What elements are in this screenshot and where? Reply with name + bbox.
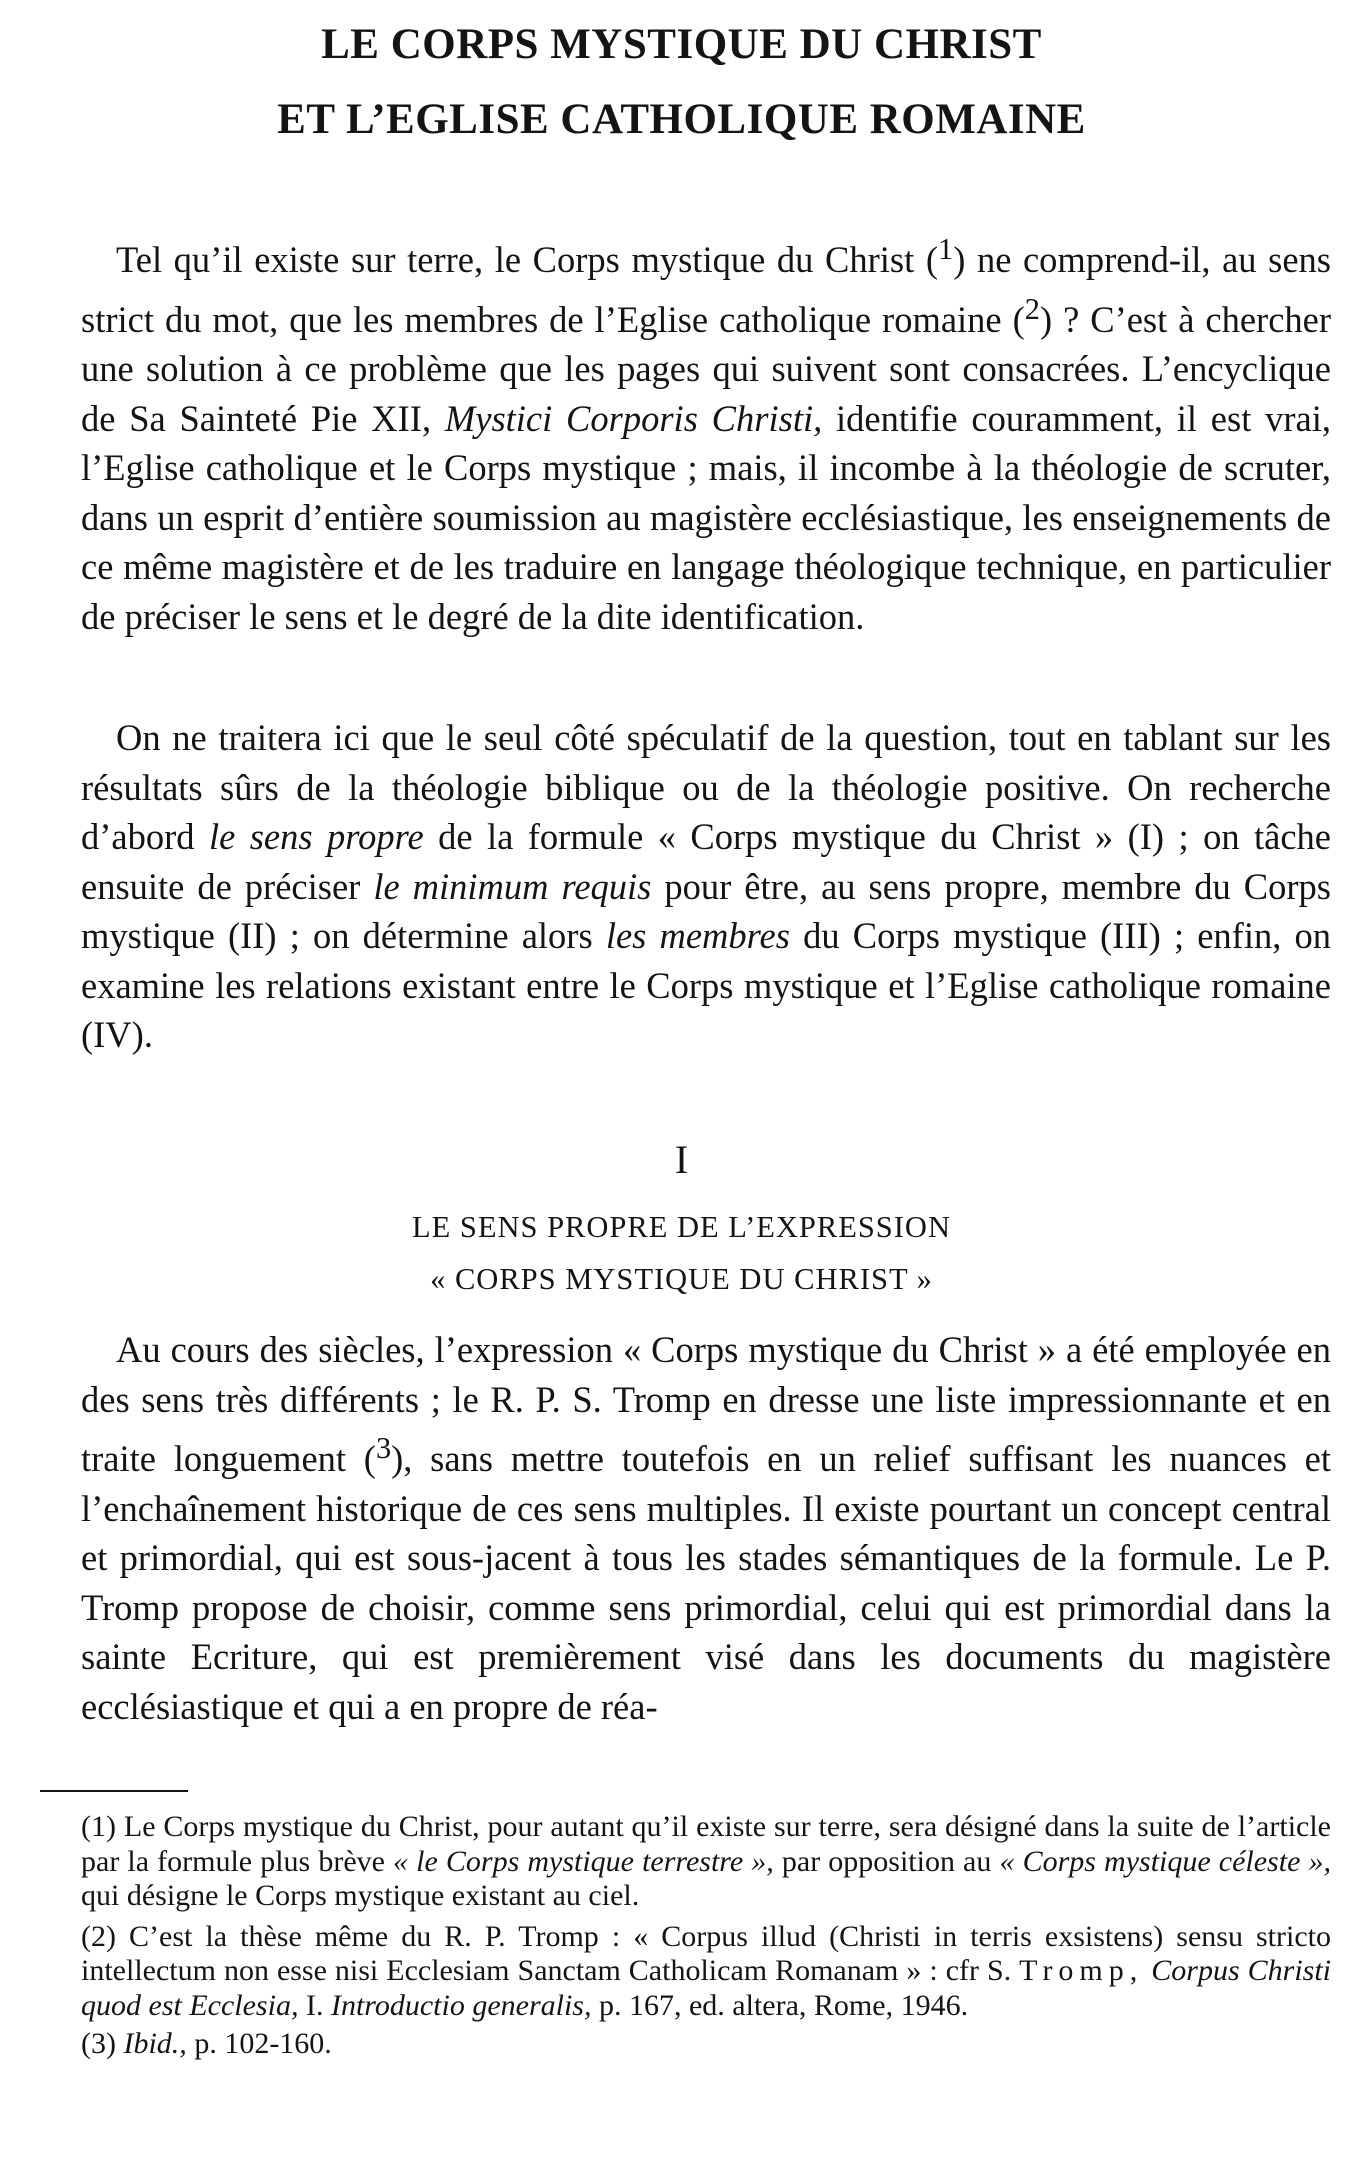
section-number: I — [674, 1137, 689, 1182]
footnote-ref-1: 1 — [937, 232, 954, 266]
footnote-ref-3: 3 — [375, 1431, 392, 1465]
article-title-line-2: ET L’EGLISE CATHOLIQUE ROMAINE — [277, 96, 1086, 143]
section-title-line-2: « CORPS MYSTIQUE DU CHRIST » — [430, 1262, 933, 1296]
footnote-1: (1) Le Corps mystique du Christ, pour autant qu’il existe sur terre, sera désigné dans la suite de l’article par la formule plus brève « le Corps mystique terrestre », par opposition au « Corps mystique céleste », qui désigne le Corps mystique existant au ciel. — [81, 1810, 1331, 1912]
article-title-line-1: LE CORPS MYSTIQUE DU CHRIST — [321, 21, 1042, 68]
section-title-line-1: LE SENS PROPRE DE L’EXPRESSION — [412, 1210, 951, 1244]
footnote-ref-2: 2 — [1024, 291, 1040, 326]
section-paragraph-1: Au cours des siècles, l’expression « Corps mystique du Christ » a été employée en des sens très différents ; le R. P. S. Tromp en dresse une liste impressionnante et en traite longuement ($^3$), sans mettre toutefois en un relief suffisant les nuances et l’enchaînement historique de ces sens multiples. Il existe pourtant un concept central et primordial, qui est sous-jacent à tous les stades sémantiques de la formule. Le P. Tromp propose de choisir, comme sens primordial, celui qui est primordial dans la sainte Ecriture, qui est premièrement visé dans les documents du magistère ecclésiastique et qui a en propre de réa- — [81, 1329, 1331, 1727]
footnote-3: (3) Ibid., p. 102-160. — [81, 2027, 332, 2060]
footnotes — [81, 1810, 1331, 2062]
intro-paragraph-1: Tel qu’il existe sur terre, le Corps mystique du Christ ($^1$) ne comprend-il, au sens strict du mot, que les membres de l’Eglise catholique romaine ($^2$) ? C’est à chercher une solution à ce problème que les pages qui suivent sont consacrées. L’encyclique de Sa Sainteté Pie XII, Mystici Corporis Christi, identifie couramment, il est vrai, l’Eglise catholique et le Corps mystique ; mais, il incombe à la théologie de scruter, dans un esprit d’entière soumission au magistère ecclésiastique, les enseignements de ce même magistère et de les traduire en langage théologique technique, en particulier de préciser le sens et le degré de la dite identification. — [81, 232, 1331, 637]
footnote-2: (2) C’est la thèse même du R. P. Tromp : « Corpus illud (Christi in terris exsistens) sensu stricto intellectum non esse nisi Ecclesiam Sanctam Catholicam Romanam » : cfr S. Tromp, Corpus Christi quod est Ecclesia, I. Introductio generalis, p. 167, ed. altera, Rome, 1946. — [81, 1919, 1331, 2022]
encyclical-title: Mystici Corporis Christi, — [444, 397, 823, 439]
intro-paragraph-2: On ne traitera ici que le seul côté spéculatif de la question, tout en tablant sur les résultats sûrs de la théologie biblique ou de la théologie positive. On recherche d’abord le sens propre de la formule « Corps mystique du Christ » (I) ; on tâche ensuite de préciser le minimum requis pour être, au sens propre, membre du Corps mystique (II) ; on détermine alors les membres du Corps mystique (III) ; enfin, on examine les relations existant entre le Corps mystique et l’Eglise catholique romaine (IV). — [81, 717, 1331, 1055]
footnote-separator — [40, 1790, 188, 1792]
